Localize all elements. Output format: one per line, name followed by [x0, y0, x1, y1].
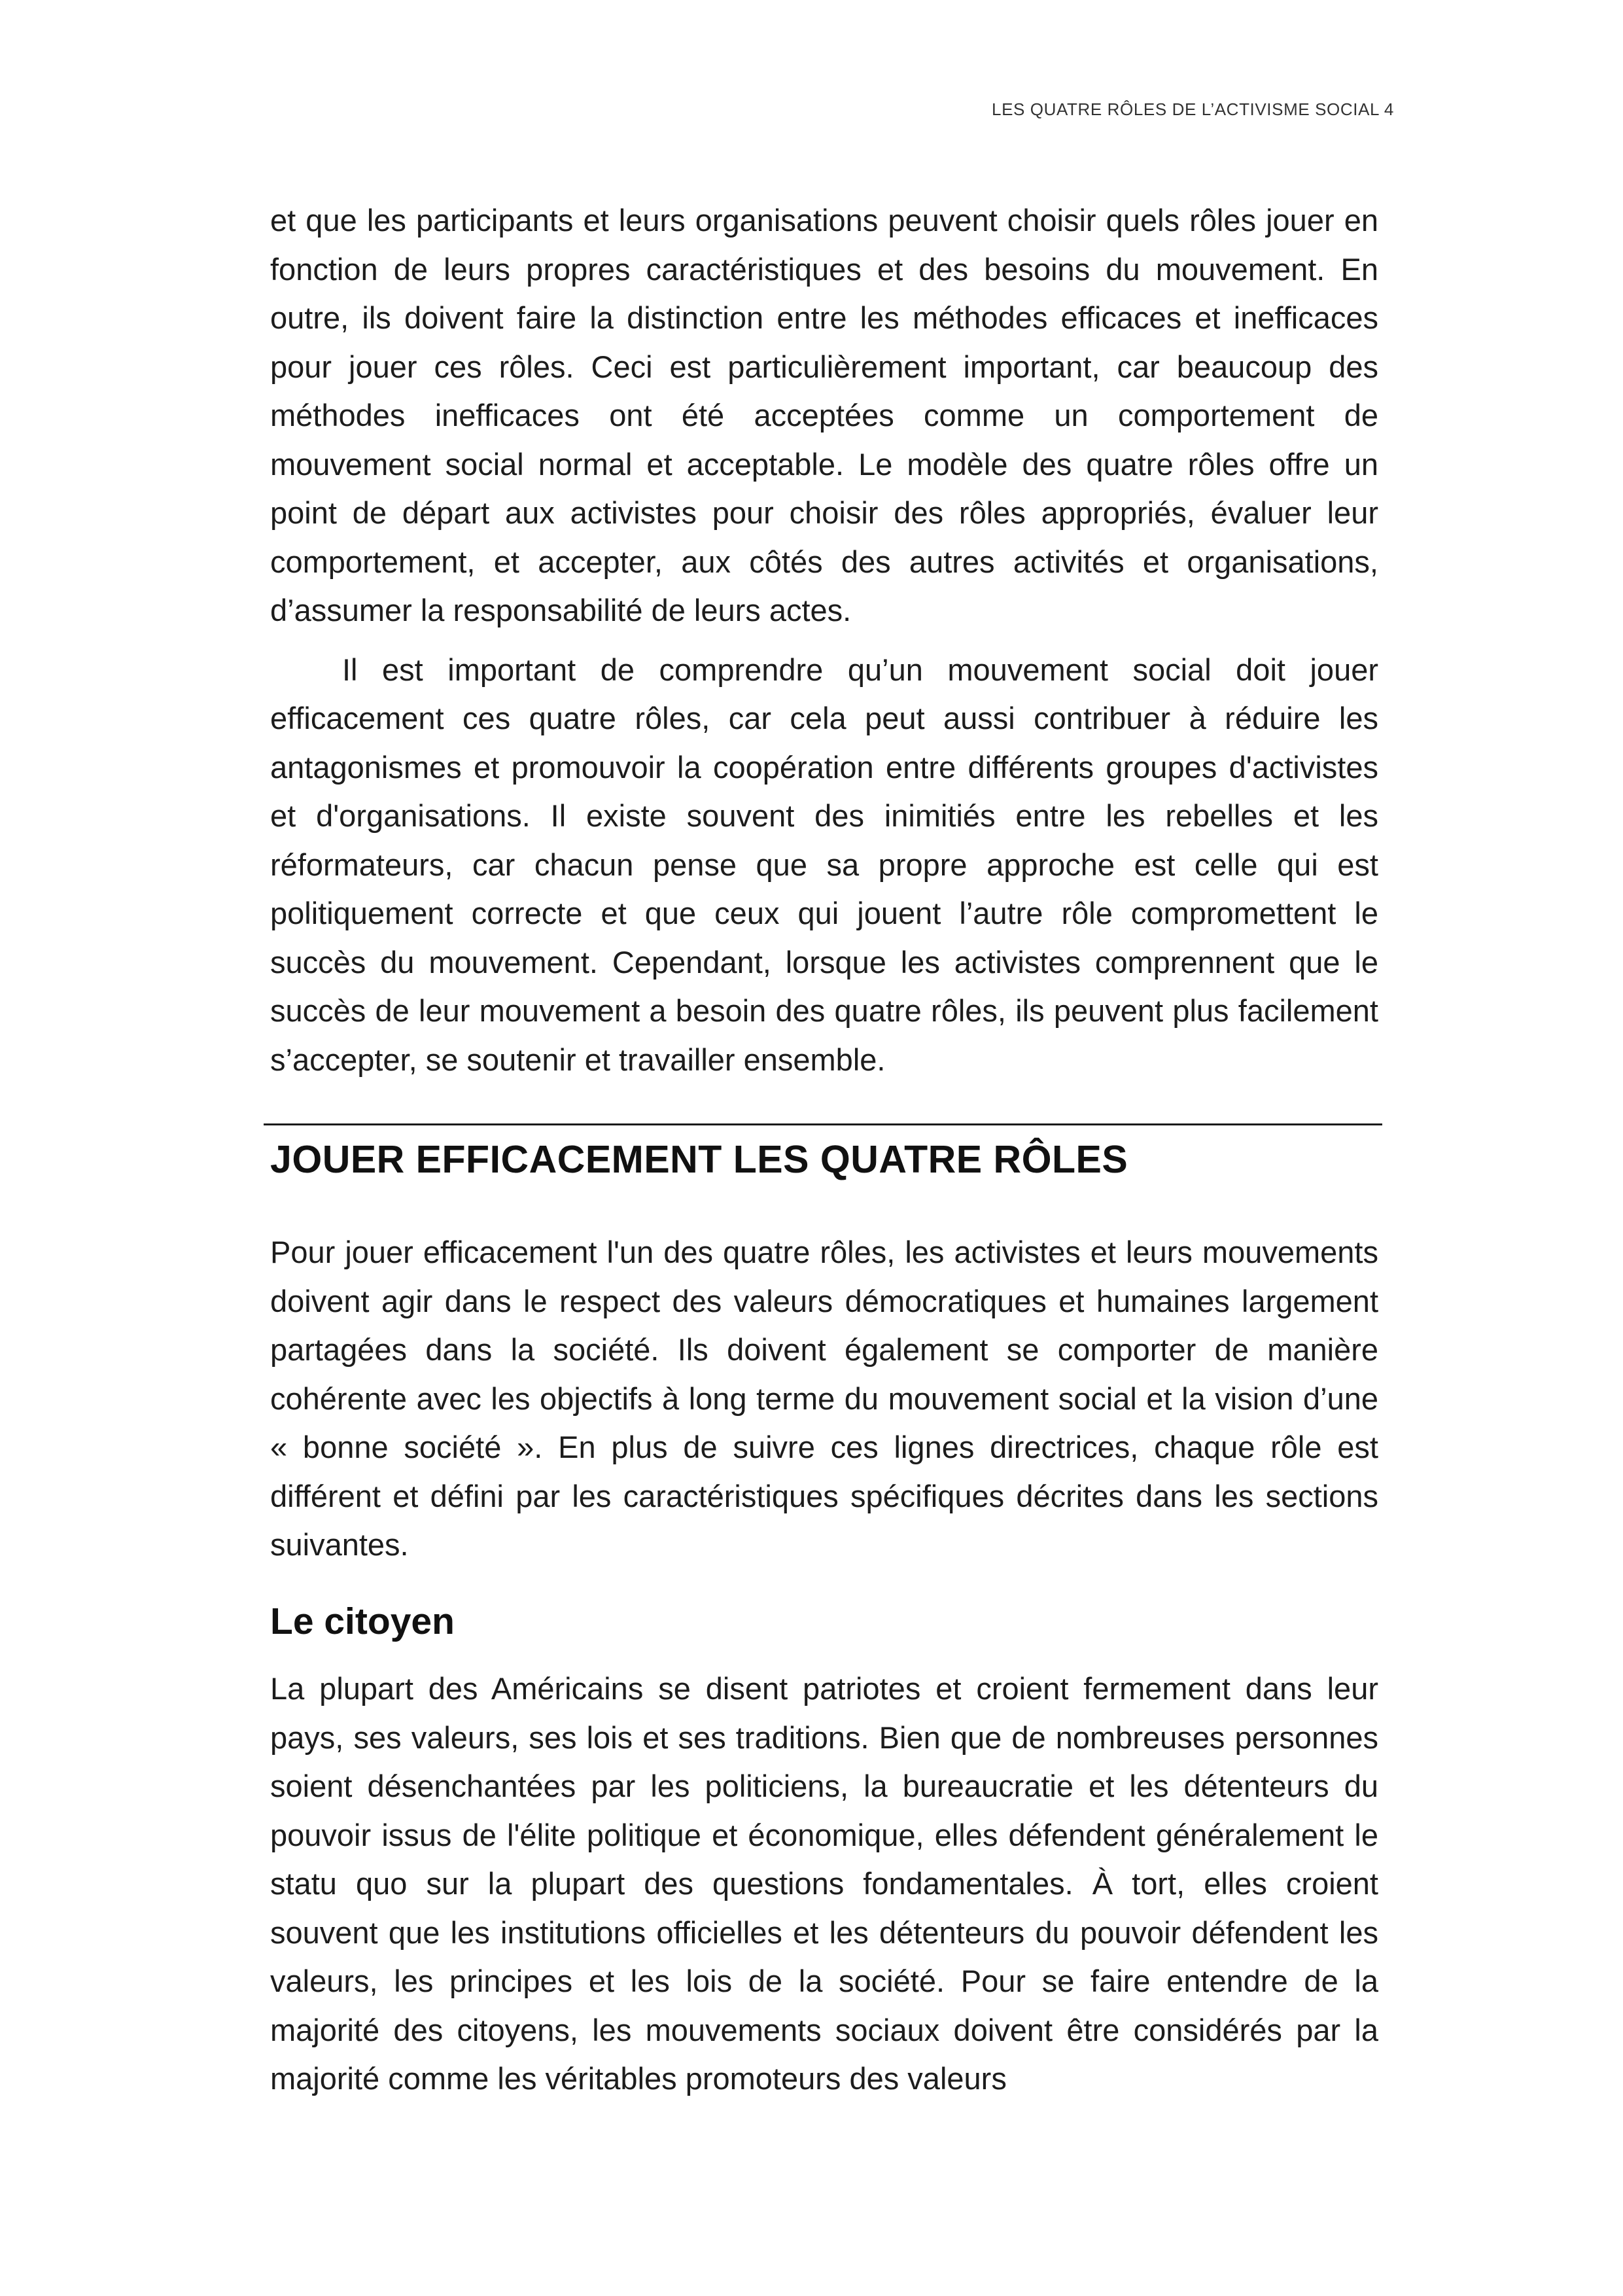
section-body — [270, 1228, 1378, 1570]
paragraph-citizen: La plupart des Américains se disent patriotes et croient fermement dans leur pays, ses valeurs, ses lois et ses traditions. Bien que de nombreuses personnes soient désenchantées par les politiciens, la bureaucratie et les détenteurs du pouvoir issus de l'élite politique et économique, elles défendent généralement le statu quo sur la plupart des questions fondamentales. À tort, elles croient souvent que les institutions officielles et les détenteurs du pouvoir défendent les valeurs, les principes et les lois de la société. Pour se faire entendre de la majorité des citoyens, les mouvements sociaux doivent être considérés par la majorité comme les véritables promoteurs des valeurs — [270, 1671, 1378, 2096]
paragraph-antagonisms: Il est important de comprendre qu’un mouvement social doit jouer efficacement ces quatre rôles, car cela peut aussi contribuer à réduire les antagonismes et promouvoir la coopération entre différents groupes d'activistes et d'organisations. Il existe souvent des inimitiés entre les rebelles et les réformateurs, car chacun pense que sa propre approche est celle qui est politiquement correcte et que ceux qui jouent l’autre rôle compromettent le succès du mouvement. Cependant, lorsque les activistes comprennent que le succès de leur mouvement a besoin des quatre rôles, ils peuvent plus facilement s’accepter, se soutenir et travailler ensemble. — [270, 652, 1378, 1077]
running-header: LES QUATRE RÔLES DE L’ACTIVISME SOCIAL 4 — [992, 99, 1394, 119]
body-text — [270, 196, 1378, 1084]
section-heading: JOUER EFFICACEMENT LES QUATRE RÔLES — [270, 1138, 1128, 1181]
subsection-body — [270, 1665, 1378, 2104]
section-divider — [264, 1123, 1382, 1125]
paragraph-four-roles-effectively: Pour jouer efficacement l'un des quatre rôles, les activistes et leurs mouvements doivent agir dans le respect des valeurs démocratiques et humaines largement partagées dans la société. Ils doivent également se comporter de manière cohérente avec les objectifs à long terme du mouvement social et la vision d’une « bonne société ». En plus de suivre ces lignes directrices, chaque rôle est différent et défini par les caractéristiques spécifiques décrites dans les sections suivantes. — [270, 1235, 1378, 1562]
subsection-heading: Le citoyen — [270, 1600, 455, 1642]
paragraph-continuation: et que les participants et leurs organisations peuvent choisir quels rôles jouer en fonction de leurs propres caractéristiques et des besoins du mouvement. En outre, ils doivent faire la distinction entre les méthodes efficaces et inefficaces pour jouer ces rôles. Ceci est particulièrement important, car beaucoup des méthodes inefficaces ont été acceptées comme un comportement de mouvement social normal et acceptable. Le modèle des quatre rôles offre un point de départ aux activistes pour choisir des rôles appropriés, évaluer leur comportement, et accepter, aux côtés des autres activités et organisations, d’assumer la responsabilité de leurs actes. — [270, 203, 1378, 627]
